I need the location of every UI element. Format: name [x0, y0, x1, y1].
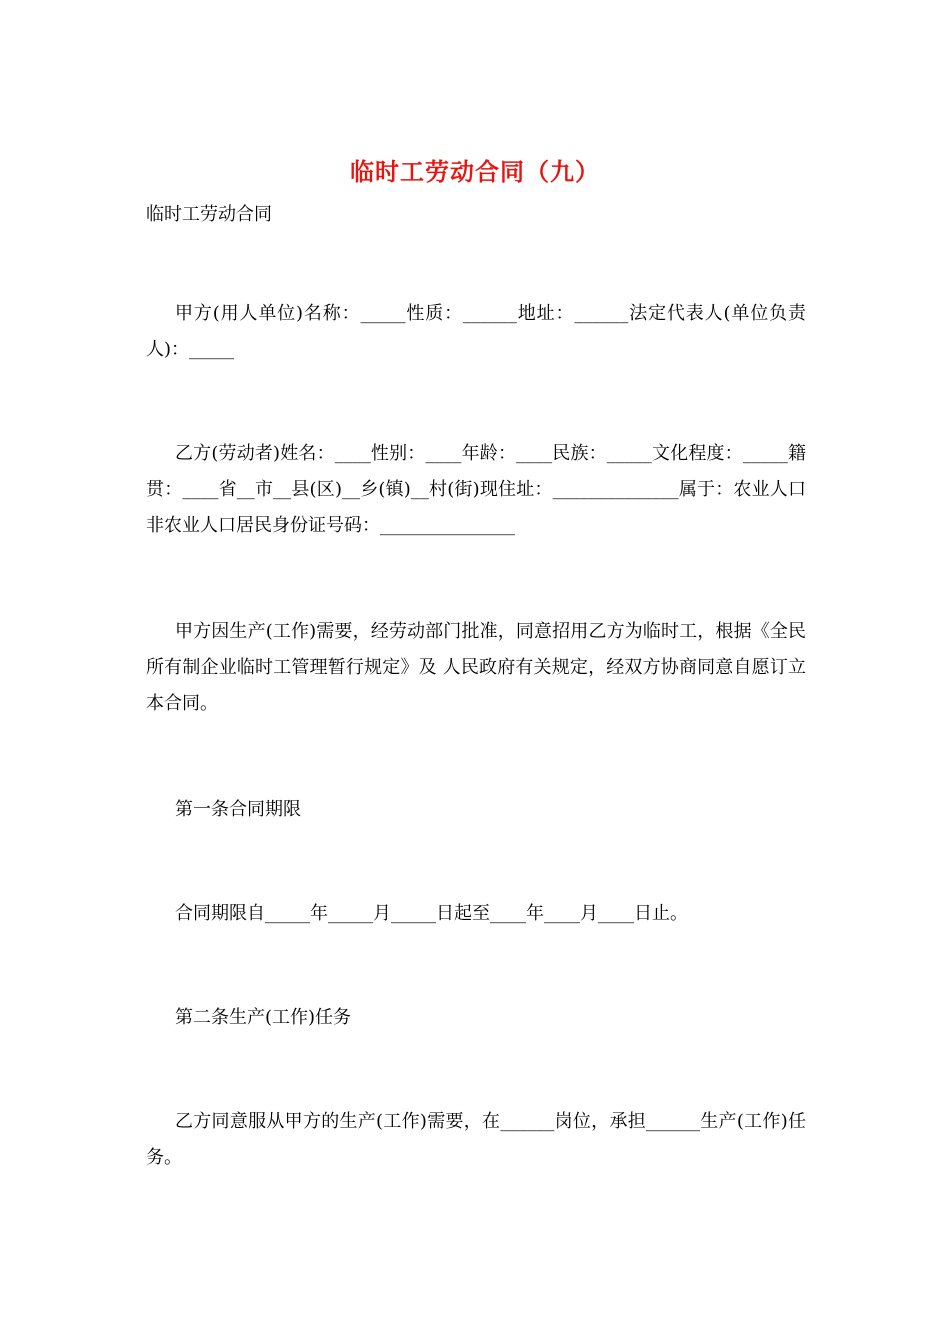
contract-term-paragraph: 合同期限自_____年_____月_____日起至____年____月____日止。: [175, 903, 688, 924]
article-2-heading: 第二条生产(工作)任务: [175, 1007, 352, 1028]
document-subtitle: 临时工劳动合同: [146, 204, 272, 225]
intro-paragraph: 甲方因生产(工作)需要，经劳动部门批准，同意招用乙方为临时工，根据《全民所有制企业临时工管理暂行规定》及 人民政府有关规定，经双方协商同意自愿订立本合同。: [146, 621, 806, 714]
article-1-heading: 第一条合同期限: [175, 799, 301, 820]
party-a-paragraph: 甲方(用人单位)名称：_____性质：______地址：______法定代表人(单位负责人)：_____: [146, 303, 806, 360]
document-title: 临时工劳动合同（九）: [350, 157, 600, 186]
work-task-paragraph: 乙方同意服从甲方的生产(工作)需要，在______岗位，承担______生产(工作)任务。: [146, 1111, 806, 1168]
party-b-paragraph: 乙方(劳动者)姓名：____性别：____年龄：____民族：_____文化程度：_____籍贯：____省__市__县(区)__乡(镇)__村(街)现住址：______________属于：农业人口非农业人口居民身份证号码：_______________: [146, 443, 806, 536]
